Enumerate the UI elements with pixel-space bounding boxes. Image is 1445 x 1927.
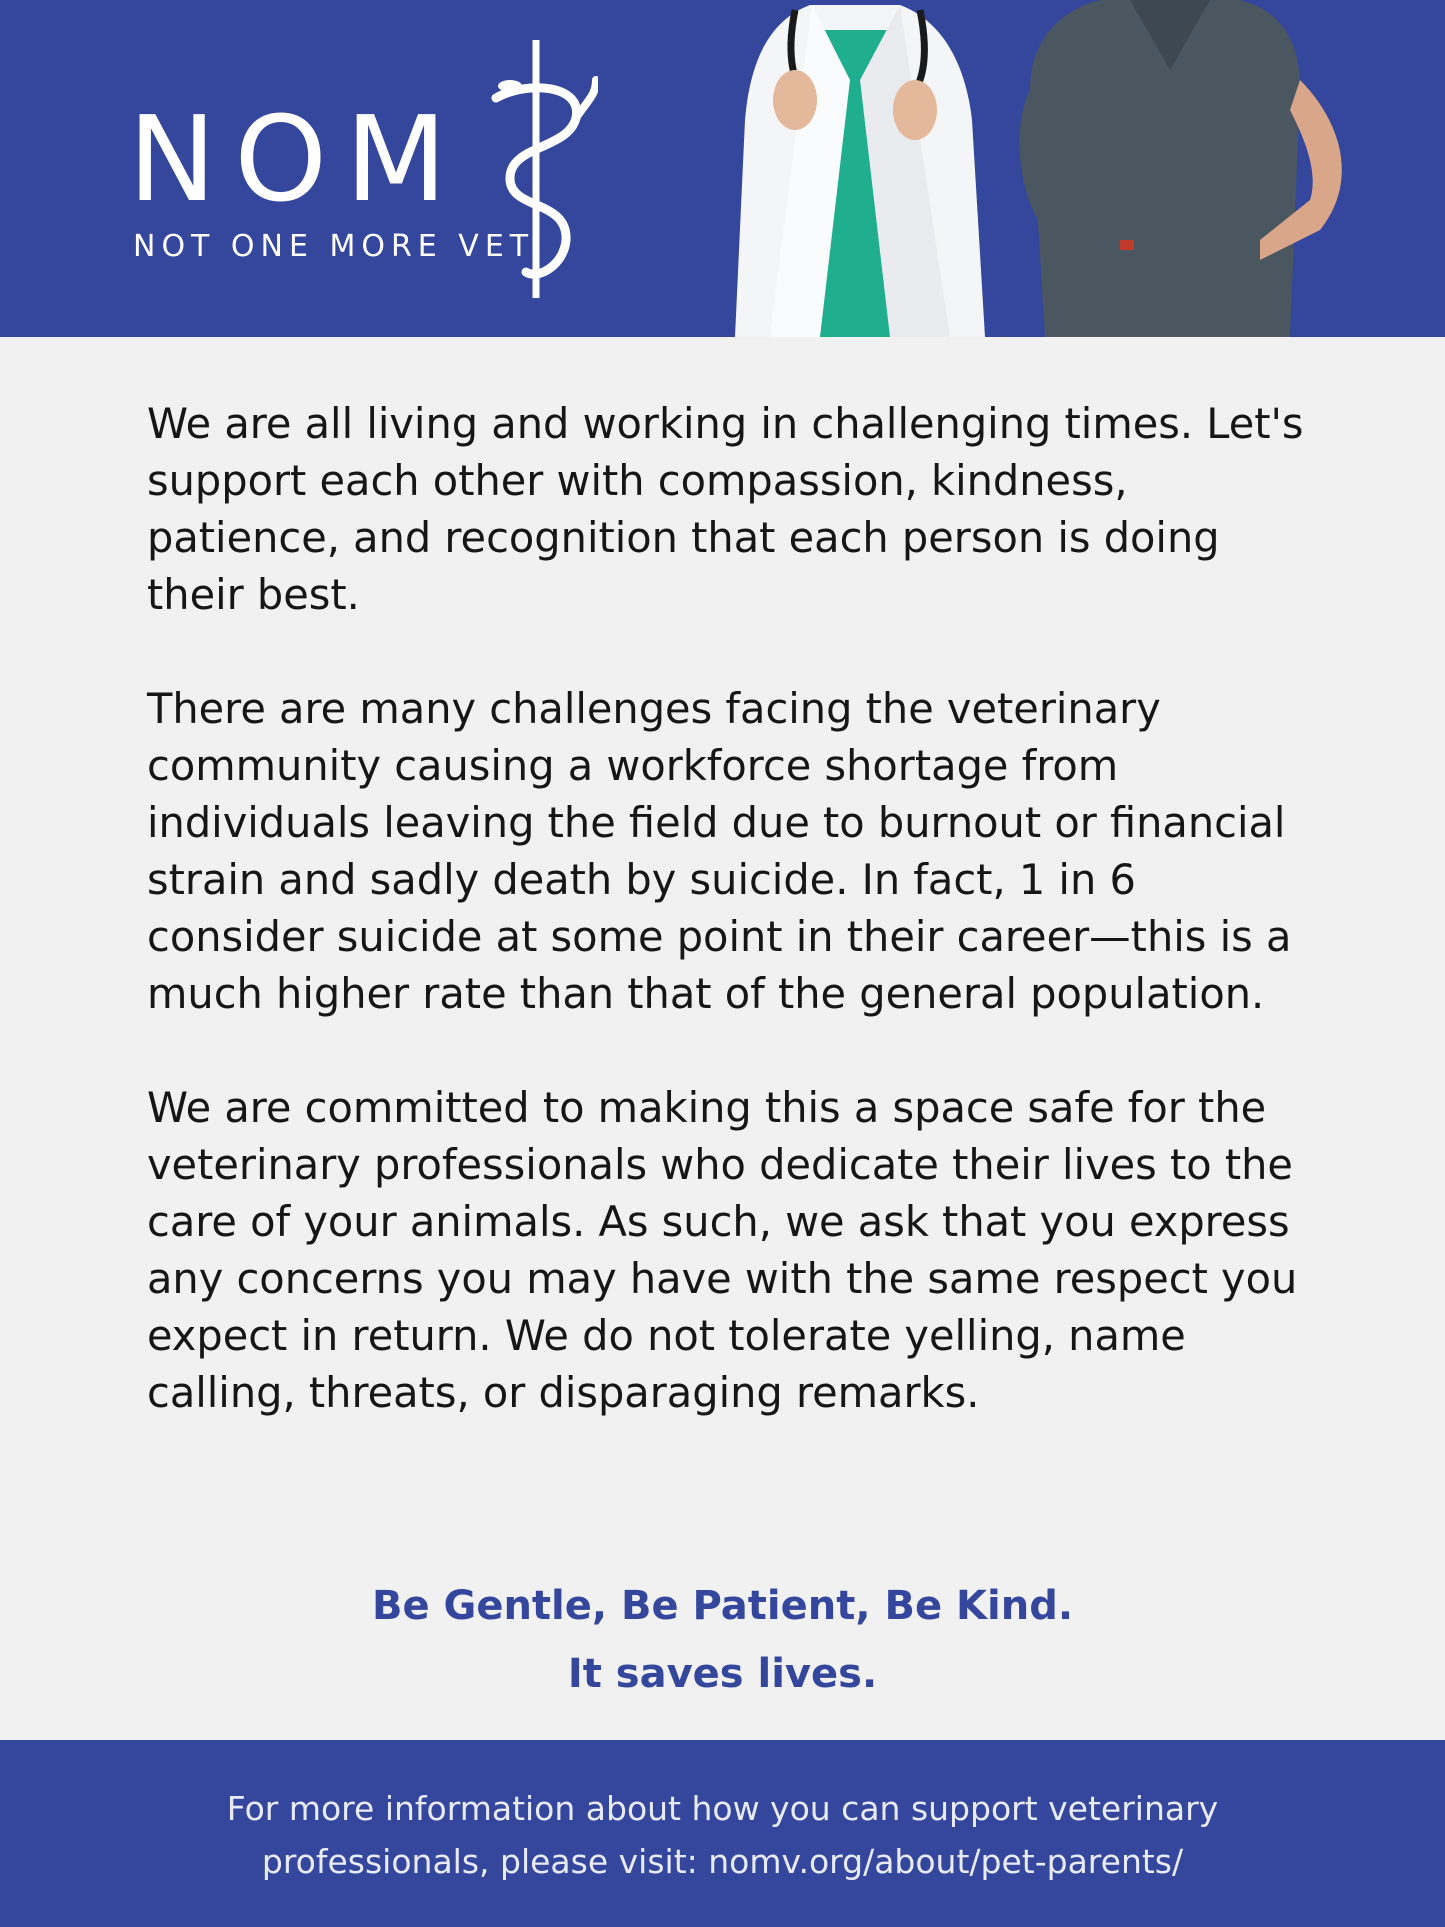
footer-text — [0, 1782, 1445, 1888]
tagline-line: It saves lives. — [567, 1651, 878, 1697]
paragraph: We are all living and working in challenging times. Let's support each other with compassion, kindness, patience, and recognition that each person is doing their best. — [147, 399, 1304, 619]
header-banner — [0, 0, 1445, 337]
footer-line: professionals, please visit: nomv.org/about/pet-parents/ — [261, 1842, 1184, 1881]
paragraph: There are many challenges facing the veterinary community causing a workforce shortage from individuals leaving the field due to burnout or financial strain and sadly death by suicide. In fact, 1 in 6 consider suicide at some point in their career—this is a much higher rate than that of the general population. — [147, 684, 1292, 1018]
header-photo — [700, 0, 1445, 337]
tagline-line: Be Gentle, Be Patient, Be Kind. — [371, 1583, 1074, 1629]
logo-subtitle: NOT ONE MORE VET — [133, 229, 535, 264]
footer-line: For more information about how you can support veterinary — [226, 1789, 1219, 1828]
tagline — [0, 1572, 1445, 1708]
message-body — [147, 395, 1307, 1478]
paragraph: We are committed to making this a space safe for the veterinary professionals who dedicate their lives to the care of your animals. As such, we ask that you express any concerns you may have with the same respect you expect in return. We do not tolerate yelling, name calling, threats, or disparaging remarks. — [147, 1083, 1298, 1417]
footer-banner — [0, 1740, 1445, 1927]
logo-wordmark: NOM — [128, 90, 465, 228]
